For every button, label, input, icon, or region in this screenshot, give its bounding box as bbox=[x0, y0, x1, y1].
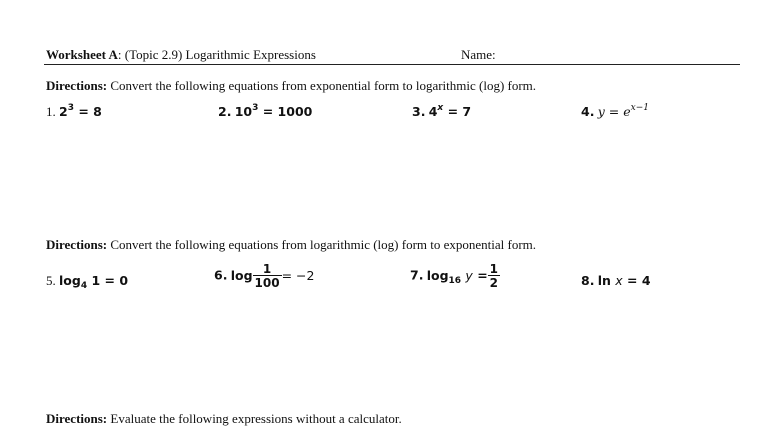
problem-7 bbox=[410, 263, 500, 289]
worksheet-label: Worksheet A bbox=[46, 47, 118, 62]
section2-text: Convert the following equations from logarithmic (log) form to exponential form. bbox=[110, 237, 537, 252]
section1-directions bbox=[46, 78, 536, 94]
section1-text: Convert the following equations from exponential form to logarithmic (log) form. bbox=[110, 78, 537, 93]
problem-1 bbox=[46, 104, 102, 120]
section1-label: Directions: bbox=[46, 78, 108, 93]
problem-expression: 4$^x$ = 7 bbox=[428, 103, 472, 119]
problem-expression: log $\frac{1}{100}$ = −2 bbox=[230, 262, 315, 290]
problem-number: 3. bbox=[412, 104, 426, 119]
problem-5 bbox=[46, 273, 128, 289]
section3-text: Evaluate the following expressions without a calculator. bbox=[110, 411, 402, 426]
problem-number: 8. bbox=[581, 273, 595, 288]
problem-number: 6. bbox=[214, 267, 228, 283]
name-label: Name: bbox=[461, 47, 496, 62]
problem-number: 1. bbox=[46, 104, 56, 119]
problem-expression: ln x = 4 bbox=[597, 273, 651, 288]
worksheet-title bbox=[46, 47, 316, 63]
problem-8 bbox=[581, 273, 651, 289]
problem-number: 5. bbox=[46, 273, 56, 288]
fraction: $\frac{1}{2}$ bbox=[489, 262, 499, 290]
fraction: $\frac{1}{100}$ bbox=[254, 262, 280, 290]
problem-4 bbox=[581, 104, 649, 120]
problem-3 bbox=[412, 104, 471, 120]
problem-number: 2. bbox=[218, 104, 232, 119]
worksheet-topic: : (Topic 2.9) Logarithmic Expressions bbox=[117, 47, 316, 62]
header-divider bbox=[44, 64, 740, 65]
problem-2 bbox=[218, 104, 312, 120]
problem-expression: $10^3 = 1000$ bbox=[234, 103, 313, 119]
problem-number: 4. bbox=[581, 104, 595, 119]
section2-directions bbox=[46, 237, 536, 253]
problem-expression: $2^3 = 8$ bbox=[59, 103, 102, 119]
problem-6 bbox=[214, 263, 314, 289]
problem-expression: $\log_4 1 = 0$ bbox=[59, 273, 129, 291]
section2-label: Directions: bbox=[46, 237, 108, 252]
section3-directions bbox=[46, 411, 402, 427]
problem-expression: $\log_{16} y$ = $\frac{1}{2}$ bbox=[426, 262, 499, 290]
problem-expression: $y = e^{x-1}$ bbox=[597, 103, 649, 119]
problem-number: 7. bbox=[410, 267, 424, 283]
section3-label: Directions: bbox=[46, 411, 108, 426]
